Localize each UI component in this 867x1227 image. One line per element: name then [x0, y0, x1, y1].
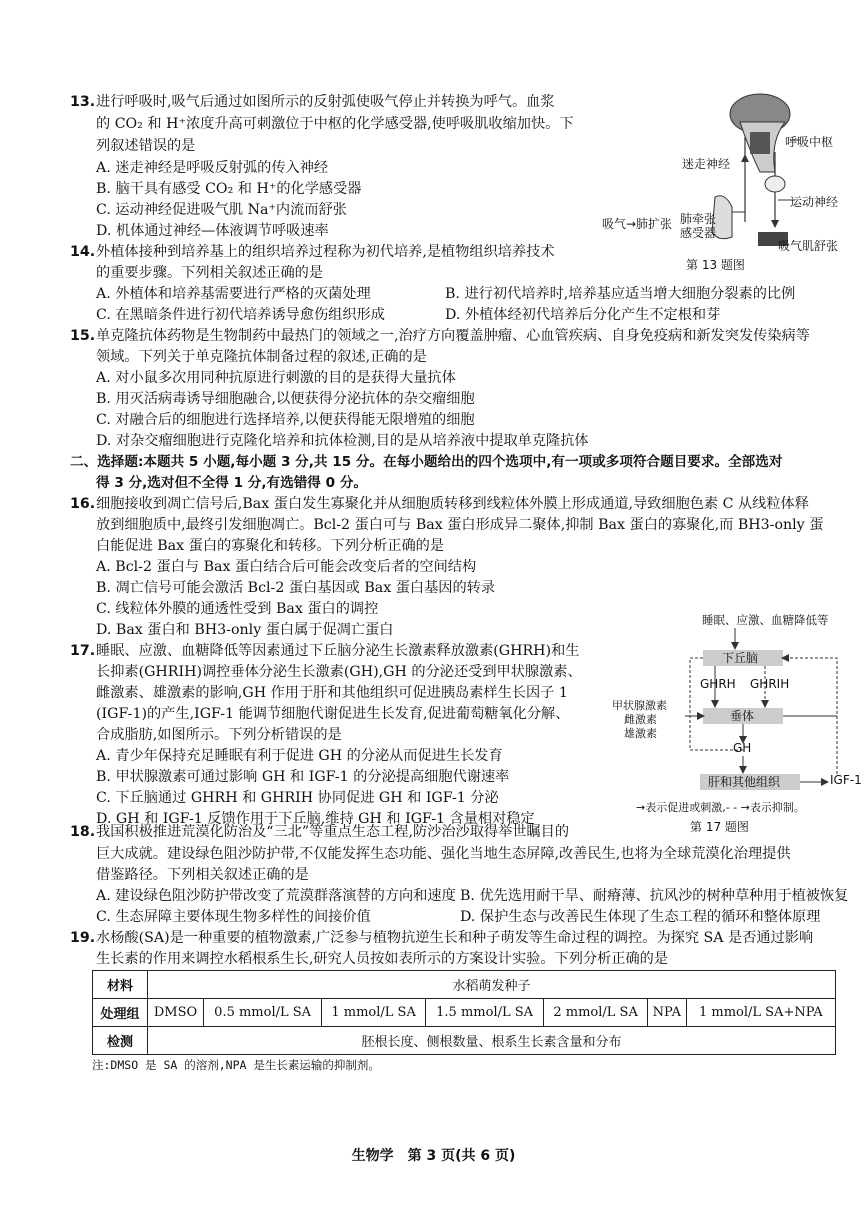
table-cell-sa-15: 1.5 mmol/L SA [426, 999, 544, 1027]
q18-option-a: A. 建设绿色阻沙防护带改变了荒漠群落演替的方向和速度 [96, 888, 456, 904]
q13-line2: 的 CO₂ 和 H⁺浓度升高可刺激位于中枢的化学感受器,使呼吸肌收缩加快。下 [96, 116, 574, 132]
q15-option-a: A. 对小鼠多次用同种抗原进行刺激的目的是获得大量抗体 [96, 370, 456, 386]
fig17-ghrih: GHRIH [750, 677, 790, 691]
q13-option-c: C. 运动神经促进吸气肌 Na⁺内流而舒张 [96, 202, 347, 218]
q18-number: 18. [70, 824, 96, 840]
q16-number: 16. [70, 496, 96, 512]
fig17-hormone-1: 甲状腺激素 [612, 699, 667, 712]
table-note: 注:DMSO 是 SA 的溶剂,NPA 是生长素运输的抑制剂。 [92, 1058, 380, 1072]
fig17-hormone-3: 雄激素 [624, 727, 657, 740]
q13-option-b: B. 脑干具有感受 CO₂ 和 H⁺的化学感受器 [96, 181, 362, 197]
q14-option-a: A. 外植体和培养基需要进行严格的灭菌处理 [96, 286, 371, 302]
q17-line5: 合成脂肪,如图所示。下列分析错误的是 [96, 727, 342, 743]
q18-option-b: B. 优先选用耐干旱、耐瘠薄、抗风沙的树种草种用于植被恢复 [460, 888, 849, 904]
q13-line1: 进行呼吸时,吸气后通过如图所示的反射弧使吸气停止并转换为呼气。血浆 [96, 94, 555, 110]
q18-option-c: C. 生态屏障主要体现生物多样性的间接价值 [96, 909, 371, 925]
table-header-material: 材料 [93, 971, 148, 999]
q14-number: 14. [70, 244, 96, 260]
table-cell-sa-1: 1 mmol/L SA [322, 999, 426, 1027]
fig13-vagus-label: 迷走神经 [682, 157, 731, 171]
fig13-receptor-label-1: 肺牵张 [680, 212, 717, 226]
q13-number: 13. [70, 94, 96, 110]
fig13-center-label: 呼吸中枢 [785, 135, 834, 149]
table-header-treatment: 处理组 [93, 999, 148, 1027]
table-cell-sa-05: 0.5 mmol/L SA [204, 999, 322, 1027]
q17-line2: 长抑素(GHRIH)调控垂体分泌生长激素(GH),GH 的分泌还受到甲状腺激素、 [96, 664, 582, 680]
q17-option-c: C. 下丘脑通过 GHRH 和 GHRIH 协同促进 GH 和 IGF-1 分泌 [96, 790, 499, 806]
q16-option-b: B. 凋亡信号可能会激活 Bcl-2 蛋白基因或 Bax 蛋白基因的转录 [96, 580, 496, 596]
fig13-muscle-label: 吸气肌舒张 [778, 239, 839, 253]
q16-line3: 白能促进 Bax 蛋白的寡聚化和转移。下列分析正确的是 [96, 538, 445, 554]
q17-option-d: D. GH 和 IGF-1 反馈作用于下丘脑,维持 GH 和 IGF-1 含量相对稳定 [96, 811, 535, 827]
q17-line4: (IGF-1)的产生,IGF-1 能调节细胞代谢促进生长发育,促进葡萄糖氧化分解、 [96, 706, 570, 722]
q17-number: 17. [70, 643, 96, 659]
fig17-hypothalamus: 下丘脑 [722, 651, 759, 665]
page-footer: 生物学 第 3 页(共 6 页) [351, 1148, 516, 1164]
q13-option-d: D. 机体通过神经—体液调节呼吸速率 [96, 223, 329, 239]
experiment-table [92, 970, 836, 1055]
table-header-detection: 检测 [93, 1027, 148, 1055]
table-cell-dmso: DMSO [148, 999, 204, 1027]
q19-line2: 生长素的作用来调控水稻根系生长,研究人员按如表所示的方案设计实验。下列分析正确的是 [96, 951, 669, 967]
table-cell-sa-2: 2 mmol/L SA [544, 999, 648, 1027]
q14-option-d: D. 外植体经初代培养后分化产生不定根和芽 [445, 307, 721, 323]
q16-option-a: A. Bcl-2 蛋白与 Bax 蛋白结合后可能会改变后者的空间结构 [96, 559, 477, 575]
q19-line1: 水杨酸(SA)是一种重要的植物激素,广泛参与植物抗逆生长和种子萌发等生命过程的调控。为探究 SA 是否通过影响 [96, 930, 814, 946]
fig13-receptor-label-2: 感受器 [680, 226, 717, 240]
fig17-caption: 第 17 题图 [690, 820, 749, 834]
q13-line3: 列叙述错误的是 [96, 138, 196, 154]
table-cell-npa: NPA [648, 999, 687, 1027]
q15-option-c: C. 对融合后的细胞进行选择培养,以便获得能无限增殖的细胞 [96, 412, 475, 428]
q15-number: 15. [70, 328, 96, 344]
q15-option-d: D. 对杂交瘤细胞进行克隆化培养和抗体检测,目的是从培养液中提取单克隆抗体 [96, 433, 589, 449]
fig13-path-label: 吸气→肺扩张 [602, 217, 673, 231]
q16-option-c: C. 线粒体外膜的通透性受到 Bax 蛋白的调控 [96, 601, 379, 617]
fig13-caption: 第 13 题图 [686, 258, 745, 272]
q15-option-b: B. 用灭活病毒诱导细胞融合,以便获得分泌抗体的杂交瘤细胞 [96, 391, 475, 407]
q15-line1: 单克隆抗体药物是生物制药中最热门的领域之一,治疗方向覆盖肿瘤、心血管疾病、自身免疫病和新发突发传染病等 [96, 328, 810, 344]
table-row [93, 971, 836, 999]
q13-option-a: A. 迷走神经是呼吸反射弧的传入神经 [96, 160, 329, 176]
q17-option-b: B. 甲状腺激素可通过影响 GH 和 IGF-1 的分泌提高细胞代谢速率 [96, 769, 510, 785]
q14-line1: 外植体接种到培养基上的组织培养过程称为初代培养,是植物组织培养技术 [96, 244, 555, 260]
q18-line2: 巨大成就。建设绿色阻沙防护带,不仅能发挥生态功能、强化当地生态屏障,改善民生,也将为全球荒漠化治理提供 [96, 846, 791, 862]
q18-option-d: D. 保护生态与改善民生体现了生态工程的循环和整体原理 [460, 909, 821, 925]
q17-option-a: A. 青少年保持充足睡眠有利于促进 GH 的分泌从而促进生长发育 [96, 748, 503, 764]
fig17-igf1: IGF-1 [830, 773, 862, 787]
q14-line2: 的重要步骤。下列相关叙述正确的是 [96, 265, 324, 281]
fig17-liver: 肝和其他组织 [708, 775, 781, 789]
q16-option-d: D. Bax 蛋白和 BH3-only 蛋白属于促凋亡蛋白 [96, 622, 394, 638]
table-row [93, 999, 836, 1027]
q17-line3: 雌激素、雄激素的影响,GH 作用于肝和其他组织可促进胰岛素样生长因子 1 [96, 685, 568, 701]
q16-line1: 细胞接收到凋亡信号后,Bax 蛋白发生寡聚化并从细胞质转移到线粒体外膜上形成通道,导致细胞色素 C 从线粒体释 [96, 496, 809, 512]
q15-line2: 领域。下列关于单克隆抗体制备过程的叙述,正确的是 [96, 349, 427, 365]
q16-line2: 放到细胞质中,最终引发细胞凋亡。Bcl-2 蛋白可与 Bax 蛋白形成异二聚体,抑制 Bax 蛋白的寡聚化,而 BH3-only 蛋 [96, 517, 824, 533]
q14-option-b: B. 进行初代培养时,培养基应适当增大细胞分裂素的比例 [445, 286, 796, 302]
section2-line2: 得 3 分,选对但不全得 1 分,有选错得 0 分。 [96, 475, 368, 491]
table-cell-detection: 胚根长度、侧根数量、根系生长素含量和分布 [148, 1027, 836, 1055]
fig17-gh: GH [733, 741, 752, 755]
fig17-ghrh: GHRH [700, 677, 736, 691]
section2-line1: 二、选择题:本题共 5 小题,每小题 3 分,共 15 分。在每小题给出的四个选项中,有一项或多项符合题目要求。全部选对 [70, 454, 783, 470]
q14-option-c: C. 在黑暗条件进行初代培养诱导愈伤组织形成 [96, 307, 385, 323]
q18-line3: 借鉴路径。下列相关叙述正确的是 [96, 867, 309, 883]
fig17-hormone-2: 雌激素 [624, 713, 657, 726]
table-cell-material: 水稻萌发种子 [148, 971, 836, 999]
fig17-legend: →表示促进或刺激,- - →表示抑制。 [636, 801, 805, 814]
q17-line1: 睡眠、应激、血糖降低等因素通过下丘脑分泌生长激素释放激素(GHRH)和生 [96, 643, 580, 659]
q19-number: 19. [70, 930, 96, 946]
table-row [93, 1027, 836, 1055]
fig13-motor-label: 运动神经 [790, 195, 839, 209]
q18-line1: 我国积极推进荒漠化防治及“三北”等重点生态工程,防沙治沙取得举世瞩目的 [96, 824, 570, 840]
table-cell-sa-npa: 1 mmol/L SA+NPA [686, 999, 835, 1027]
fig17-pituitary: 垂体 [730, 709, 755, 723]
fig17-top-factors: 睡眠、应激、血糖降低等 [702, 613, 829, 627]
